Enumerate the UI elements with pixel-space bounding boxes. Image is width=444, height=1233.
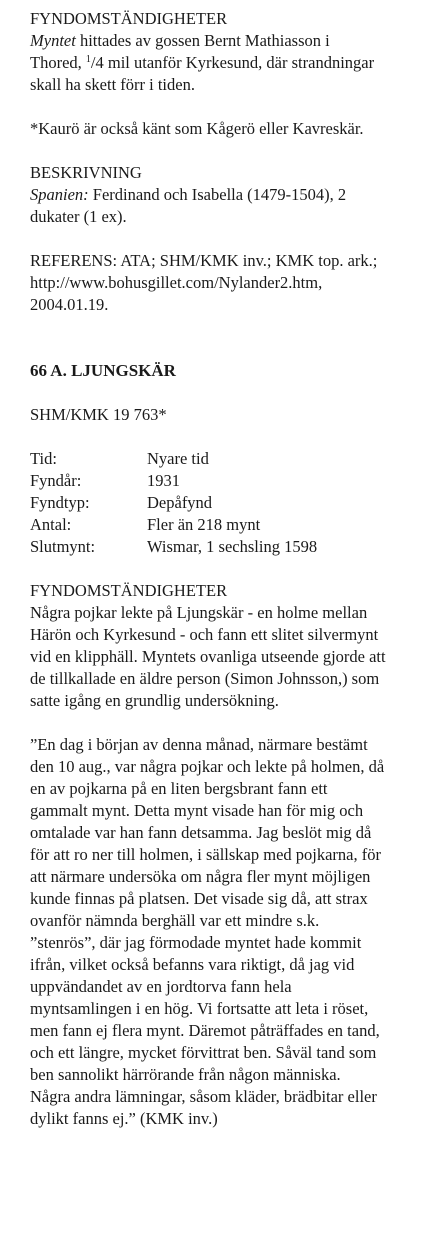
references-line: REFERENS: ATA; SHM/KMK inv.; KMK top. ark.;: [30, 251, 378, 270]
inventory-number: SHM/KMK 19 763*: [30, 405, 167, 424]
quote-line: kunde finnas på platsen. Det visade sig då, att strax: [30, 889, 368, 908]
paragraph-line: Härön och Kyrkesund - och fann ett slitet silvermynt: [30, 625, 379, 644]
facts-table: [30, 448, 435, 558]
quote-line: den 10 aug., var några pojkar och lekte på holmen, då: [30, 757, 385, 776]
quote-line: en av pojkarna på en liten bergsbrant fann ett: [30, 779, 328, 798]
paragraph-line: satte igång en grundlig undersökning.: [30, 691, 279, 710]
quote-line: omtalade var han fann detsamma. Jag beslöt mig då: [30, 823, 372, 842]
paragraph-line: [30, 52, 435, 74]
quote-line: och ett längre, mycket förvittrat ben. Såväl tand som: [30, 1043, 377, 1062]
italic-term: Myntet: [30, 31, 76, 50]
quote-line: ”stenrös”, där jag förmodade myntet hade kommit: [30, 933, 362, 952]
quote-line: ben sannolikt härrörande från någon människa.: [30, 1065, 341, 1084]
fact-label: Fyndtyp:: [30, 493, 90, 512]
fact-value: Fler än 218 mynt: [147, 515, 261, 534]
fact-value: 1931: [147, 471, 180, 490]
quote-line: uppvändandet av en jordtorva fann hela: [30, 977, 292, 996]
paragraph-line: vid en klipphäll. Myntets ovanliga utseende gjorde att: [30, 647, 386, 666]
quote-line: myntsamlingen i en hög. Vi fortsatte att leta i röset,: [30, 999, 369, 1018]
paragraph-line: Några pojkar lekte på Ljungskär - en holme mellan: [30, 603, 368, 622]
paragraph-line: [30, 30, 435, 52]
fact-label: Fyndår:: [30, 471, 82, 490]
quote-line: för att ro ner till holmen, i sällskap med pojkarna, för: [30, 845, 381, 864]
text-span: mil utanför Kyrkesund, där strandningar: [103, 53, 375, 72]
section-heading-description: BESKRIVNING: [30, 163, 142, 182]
paragraph-line: dukater (1 ex).: [30, 207, 127, 226]
quote-line: att närmare undersöka om några fler mynt möjligen: [30, 867, 371, 886]
quote-line: ifrån, vilket också befanns vara riktigt, då jag vid: [30, 955, 355, 974]
fact-value: Wismar, 1 sechsling 1598: [147, 537, 318, 556]
quote-line: ”En dag i början av denna månad, närmare bestämt: [30, 735, 368, 754]
document-page: [30, 8, 435, 1130]
quote-line: gammalt mynt. Detta mynt visade han för mig och: [30, 801, 364, 820]
paragraph-line: skall ha skett förr i tiden.: [30, 75, 195, 94]
fact-label: Tid:: [30, 449, 57, 468]
fact-value: Depåfynd: [147, 493, 213, 512]
text-span: Thored,: [30, 53, 86, 72]
fraction-numerator: 1: [85, 54, 91, 65]
quote-line: men fann ej flera mynt. Däremot påträffades en tand,: [30, 1021, 380, 1040]
fact-value: Nyare tid: [147, 449, 209, 468]
quote-line: dylikt fanns ej.” (KMK inv.): [30, 1109, 218, 1128]
references-date: 2004.01.19.: [30, 295, 109, 314]
fraction-denominator: /4: [90, 53, 104, 72]
quote-line: Några andra lämningar, såsom kläder, brädbitar eller: [30, 1087, 377, 1106]
section-heading-circumstances: FYNDOMSTÄNDIGHETER: [30, 9, 228, 28]
fact-label: Slutmynt:: [30, 537, 96, 556]
text-span: hittades av gossen Bernt Mathiasson i: [75, 31, 330, 50]
country-label: Spanien:: [30, 185, 89, 204]
quote-line: ovanför nämnda berghäll var ett mindre s.k.: [30, 911, 320, 930]
text-span: Ferdinand och Isabella (1479-1504), 2: [88, 185, 347, 204]
section-heading-circumstances-2: FYNDOMSTÄNDIGHETER: [30, 581, 228, 600]
entry-title: 66 A. LJUNGSKÄR: [30, 361, 176, 380]
fact-label: Antal:: [30, 515, 72, 534]
quotation: [30, 734, 435, 1130]
paragraph-line: de tillkallade en äldre person (Simon Johnsson,) som: [30, 669, 380, 688]
references-url: http://www.bohusgillet.com/Nylander2.htm,: [30, 273, 323, 292]
paragraph-line: [30, 184, 435, 206]
footnote: *Kaurö är också känt som Kågerö eller Kavreskär.: [30, 119, 364, 138]
